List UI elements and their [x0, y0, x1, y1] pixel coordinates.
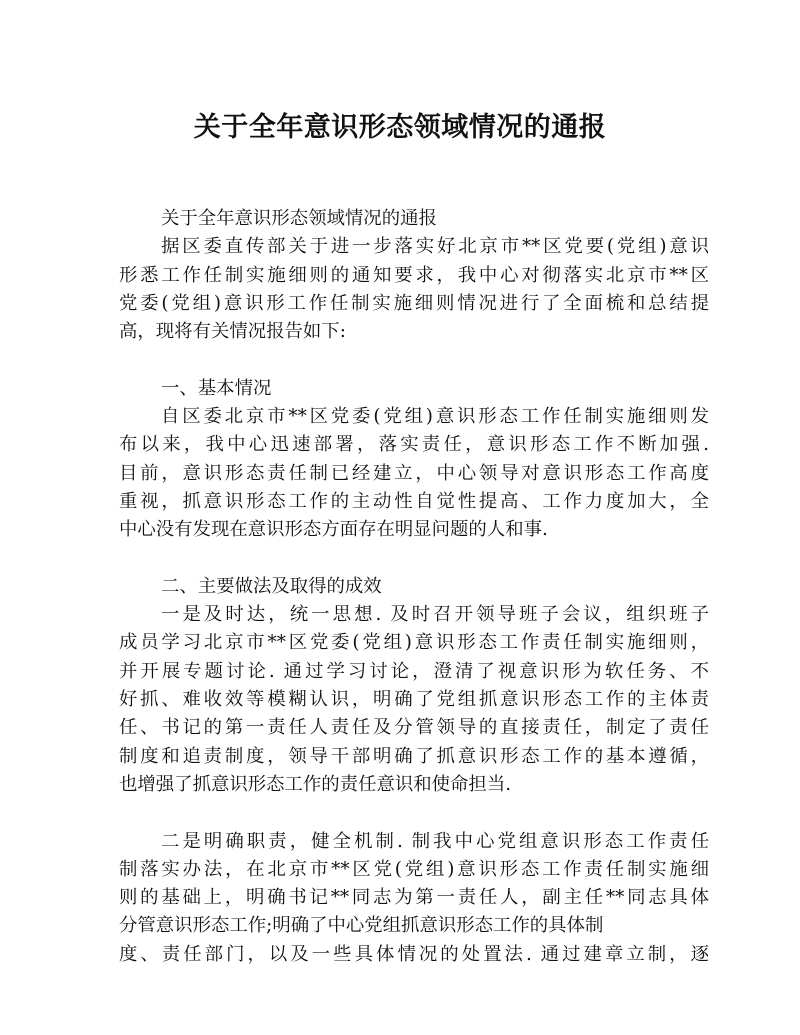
- paragraph-first-line-5: 任、书记的第一责任人责任及分管领导的直接责任，制定了责任: [119, 717, 709, 739]
- paragraph-basic-line-2: 布以来，我中心迅速部署，落实责任，意识形态工作不断加强.: [119, 434, 709, 456]
- paragraph-second-line-2: 制落实办法，在北京市**区党(党组)意识形态工作责任制实施细: [119, 858, 709, 880]
- paragraph-intro-line-1: 据区委直传部关于进一步落实好北京市**区党要(党组)意识: [161, 236, 709, 258]
- paragraph-second-line-5: 度、责任部门，以及一些具体情况的处置法. 通过建章立制，逐: [119, 943, 709, 965]
- paragraph-gap: [119, 346, 709, 374]
- paragraph-intro-line-2: 形悉工作任制实施细则的通知要求，我中心对彻落实北京市**区: [119, 264, 709, 286]
- paragraph-intro-line-3: 党委(党组)意识形工作任制实施细则情况进行了全面梳和总结提: [119, 292, 709, 314]
- paragraph-second-line-1: 二是明确职责，健全机制. 制我中心党组意识形态工作责任: [161, 830, 709, 852]
- paragraph-intro-line-4: 高，现将有关情况报告如下:: [119, 321, 346, 343]
- document-body: [119, 205, 709, 969]
- paragraph-gap: [119, 545, 709, 573]
- paragraph-basic-line-3: 目前，意识形态责任制已经建立，中心领导对意识形态工作高度: [119, 462, 709, 484]
- paragraph-second-line-3: 则的基础上，明确书记**同志为第一责任人，副主任**同志具体: [119, 887, 709, 909]
- paragraph-second-line-4: 分管意识形态工作;明确了中心党组抓意识形态工作的具体制: [119, 915, 604, 937]
- paragraph-first-line-6: 制度和追责制度，领导干部明确了抓意识形态工作的基本遵循，: [119, 745, 709, 767]
- section-heading-practices: 二、主要做法及取得的成效: [161, 575, 382, 597]
- paragraph-basic-line-1: 自区委北京市**区党委(党组)意识形态工作任制实施细则发: [161, 406, 709, 428]
- paragraph-basic-line-4: 重视，抓意识形态工作的主动性自觉性提高、工作力度加大，全: [119, 490, 709, 512]
- subtitle-line: 关于全年意识形态领域情况的通报: [161, 208, 437, 229]
- paragraph-first-line-1: 一是及时达，统一思想. 及时召开领导班子会议，组织班子: [161, 604, 709, 626]
- paragraph-first-line-7: 也增强了抓意识形态工作的责任意识和使命担当.: [119, 773, 512, 795]
- document-title: 关于全年意识形态领域情况的通报: [193, 112, 607, 143]
- paragraph-first-line-3: 并开展专题讨论. 通过学习讨论，澄清了视意识形为软任务、不: [119, 660, 709, 682]
- section-heading-basic: 一、基本情况: [161, 377, 272, 399]
- paragraph-basic-line-5: 中心没有发现在意识形态方面存在明显问题的人和事.: [119, 519, 548, 541]
- paragraph-first-line-4: 好抓、难收效等模糊认识，明确了党组抓意识形态工作的主体责: [119, 689, 709, 711]
- paragraph-gap: [119, 799, 709, 827]
- paragraph-first-line-2: 成员学习北京市**区党委(党组)意识形态工作责任制实施细则，: [119, 632, 709, 654]
